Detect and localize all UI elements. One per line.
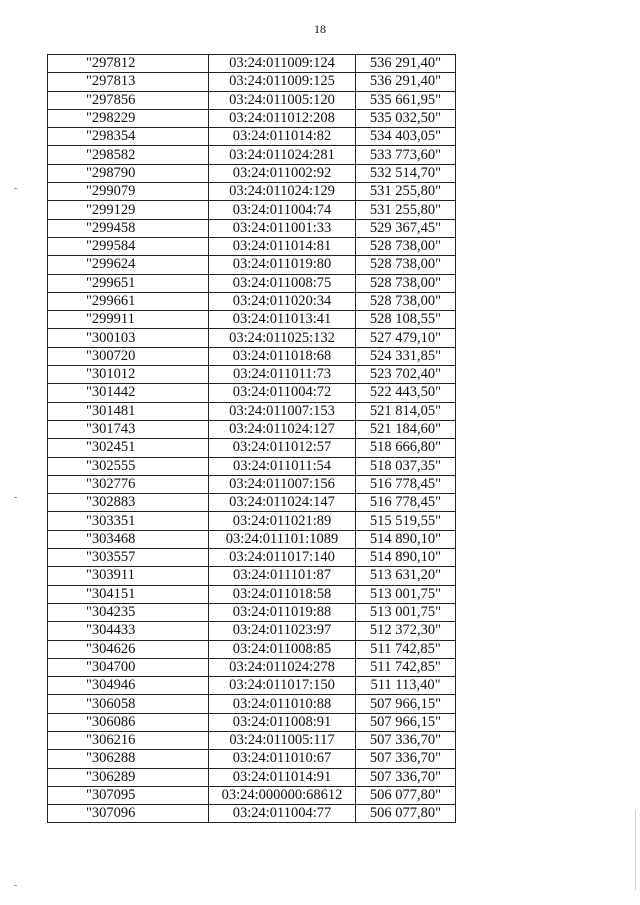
value-cell: 511 742,85": [356, 658, 456, 676]
table-row: [48, 750, 456, 768]
value-cell: 514 890,10": [356, 549, 456, 567]
table-row: [48, 329, 456, 347]
value-cell: 513 001,75": [356, 603, 456, 621]
record-number-cell: "307096: [48, 805, 209, 823]
record-number-cell: "297812: [48, 55, 209, 73]
cadastral-number-cell: 03:24:011011:73: [209, 366, 356, 384]
cadastral-number-cell: 03:24:011101:1089: [209, 530, 356, 548]
cadastral-number-cell: 03:24:011004:77: [209, 805, 356, 823]
record-number-cell: "303468: [48, 530, 209, 548]
table-row: [48, 530, 456, 548]
table-row: [48, 658, 456, 676]
record-number-cell: "297856: [48, 91, 209, 109]
record-number-cell: "301481: [48, 402, 209, 420]
cadastral-number-cell: 03:24:011001:33: [209, 219, 356, 237]
value-cell: 521 814,05": [356, 402, 456, 420]
table-row: [48, 256, 456, 274]
record-number-cell: "304235: [48, 603, 209, 621]
value-cell: 513 631,20": [356, 567, 456, 585]
record-number-cell: "304433: [48, 622, 209, 640]
table-row: [48, 457, 456, 475]
table-row: [48, 219, 456, 237]
value-cell: 507 966,15": [356, 695, 456, 713]
table-row: [48, 274, 456, 292]
record-number-cell: "303911: [48, 567, 209, 585]
value-cell: 511 742,85": [356, 640, 456, 658]
table-row: [48, 384, 456, 402]
table-row: [48, 73, 456, 91]
page-number: 18: [314, 22, 326, 36]
table-row: [48, 311, 456, 329]
record-number-cell: "300720: [48, 347, 209, 365]
table-row: [48, 109, 456, 127]
value-cell: 516 778,45": [356, 475, 456, 493]
cadastral-number-cell: 03:24:011004:72: [209, 384, 356, 402]
value-cell: 535 032,50": [356, 109, 456, 127]
cadastral-number-cell: 03:24:011101:87: [209, 567, 356, 585]
record-number-cell: "302883: [48, 494, 209, 512]
record-number-cell: "301012: [48, 366, 209, 384]
cadastral-number-cell: 03:24:011009:124: [209, 55, 356, 73]
record-number-cell: "306058: [48, 695, 209, 713]
table-row: [48, 549, 456, 567]
record-number-cell: "306289: [48, 768, 209, 786]
record-number-cell: "302555: [48, 457, 209, 475]
record-number-cell: "299584: [48, 237, 209, 255]
table-row: [48, 512, 456, 530]
table-row: [48, 677, 456, 695]
table-row: [48, 603, 456, 621]
value-cell: 516 778,45": [356, 494, 456, 512]
record-number-cell: "298582: [48, 146, 209, 164]
cadastral-number-cell: 03:24:011005:120: [209, 91, 356, 109]
value-cell: 518 666,80": [356, 439, 456, 457]
cadastral-number-cell: 03:24:011010:67: [209, 750, 356, 768]
record-number-cell: "298790: [48, 164, 209, 182]
table-row: [48, 402, 456, 420]
cadastral-number-cell: 03:24:011017:150: [209, 677, 356, 695]
value-cell: 507 336,70": [356, 750, 456, 768]
cadastral-number-cell: 03:24:011017:140: [209, 549, 356, 567]
value-cell: 513 001,75": [356, 585, 456, 603]
record-number-cell: "297813: [48, 73, 209, 91]
cadastral-number-cell: 03:24:011008:75: [209, 274, 356, 292]
cadastral-number-cell: 03:24:000000:68612: [209, 786, 356, 804]
table-row: [48, 768, 456, 786]
record-number-cell: "306086: [48, 713, 209, 731]
value-cell: 528 738,00": [356, 292, 456, 310]
cadastral-number-cell: 03:24:011008:91: [209, 713, 356, 731]
record-number-cell: "299458: [48, 219, 209, 237]
value-cell: 518 037,35": [356, 457, 456, 475]
table-row: [48, 183, 456, 201]
table-row: [48, 640, 456, 658]
cadastral-number-cell: 03:24:011014:81: [209, 237, 356, 255]
scan-margin-mark: [14, 188, 17, 189]
table-row: [48, 567, 456, 585]
table-row: [48, 622, 456, 640]
cadastral-number-cell: 03:24:011024:281: [209, 146, 356, 164]
scan-margin-mark: [14, 497, 17, 498]
table-row: [48, 366, 456, 384]
cadastral-number-cell: 03:24:011005:117: [209, 731, 356, 749]
value-cell: 507 966,15": [356, 713, 456, 731]
table-row: [48, 201, 456, 219]
table-row: [48, 146, 456, 164]
value-cell: 531 255,80": [356, 183, 456, 201]
record-number-cell: "302776: [48, 475, 209, 493]
table-row: [48, 695, 456, 713]
cadastral-number-cell: 03:24:011025:132: [209, 329, 356, 347]
record-number-cell: "306216: [48, 731, 209, 749]
cadastral-number-cell: 03:24:011020:34: [209, 292, 356, 310]
cadastral-number-cell: 03:24:011011:54: [209, 457, 356, 475]
cadastral-number-cell: 03:24:011007:153: [209, 402, 356, 420]
record-number-cell: "304700: [48, 658, 209, 676]
value-cell: 532 514,70": [356, 164, 456, 182]
cadastral-number-cell: 03:24:011019:88: [209, 603, 356, 621]
value-cell: 512 372,30": [356, 622, 456, 640]
cadastral-number-cell: 03:24:011014:91: [209, 768, 356, 786]
record-number-cell: "299651: [48, 274, 209, 292]
cadastral-number-cell: 03:24:011018:68: [209, 347, 356, 365]
value-cell: 528 108,55": [356, 311, 456, 329]
cadastral-number-cell: 03:24:011024:129: [209, 183, 356, 201]
value-cell: 531 255,80": [356, 201, 456, 219]
record-number-cell: "299129: [48, 201, 209, 219]
records-table: [47, 54, 456, 823]
record-number-cell: "299911: [48, 311, 209, 329]
scan-edge-line: [635, 810, 636, 890]
cadastral-number-cell: 03:24:011012:208: [209, 109, 356, 127]
value-cell: 521 184,60": [356, 420, 456, 438]
value-cell: 523 702,40": [356, 366, 456, 384]
cadastral-number-cell: 03:24:011009:125: [209, 73, 356, 91]
table-row: [48, 494, 456, 512]
record-number-cell: "302451: [48, 439, 209, 457]
table-row: [48, 713, 456, 731]
record-number-cell: "307095: [48, 786, 209, 804]
value-cell: 534 403,05": [356, 128, 456, 146]
table-row: [48, 164, 456, 182]
record-number-cell: "304946: [48, 677, 209, 695]
record-number-cell: "301442: [48, 384, 209, 402]
value-cell: 506 077,80": [356, 786, 456, 804]
table-row: [48, 128, 456, 146]
cadastral-number-cell: 03:24:011018:58: [209, 585, 356, 603]
record-number-cell: "298229: [48, 109, 209, 127]
table-row: [48, 786, 456, 804]
record-number-cell: "299624: [48, 256, 209, 274]
value-cell: 527 479,10": [356, 329, 456, 347]
table-row: [48, 475, 456, 493]
record-number-cell: "299079: [48, 183, 209, 201]
cadastral-number-cell: 03:24:011012:57: [209, 439, 356, 457]
record-number-cell: "303557: [48, 549, 209, 567]
value-cell: 506 077,80": [356, 805, 456, 823]
value-cell: 536 291,40": [356, 55, 456, 73]
cadastral-number-cell: 03:24:011013:41: [209, 311, 356, 329]
table-row: [48, 439, 456, 457]
cadastral-number-cell: 03:24:011010:88: [209, 695, 356, 713]
scan-margin-mark: [14, 885, 17, 886]
cadastral-number-cell: 03:24:011021:89: [209, 512, 356, 530]
value-cell: 524 331,85": [356, 347, 456, 365]
cadastral-number-cell: 03:24:011014:82: [209, 128, 356, 146]
value-cell: 507 336,70": [356, 731, 456, 749]
record-number-cell: "299661: [48, 292, 209, 310]
cadastral-number-cell: 03:24:011024:278: [209, 658, 356, 676]
value-cell: 533 773,60": [356, 146, 456, 164]
value-cell: 535 661,95": [356, 91, 456, 109]
records-table-body: [48, 55, 456, 823]
record-number-cell: "301743: [48, 420, 209, 438]
cadastral-number-cell: 03:24:011024:127: [209, 420, 356, 438]
cadastral-number-cell: 03:24:011019:80: [209, 256, 356, 274]
value-cell: 511 113,40": [356, 677, 456, 695]
value-cell: 528 738,00": [356, 256, 456, 274]
cadastral-number-cell: 03:24:011007:156: [209, 475, 356, 493]
cadastral-number-cell: 03:24:011023:97: [209, 622, 356, 640]
table-row: [48, 347, 456, 365]
record-number-cell: "304151: [48, 585, 209, 603]
record-number-cell: "306288: [48, 750, 209, 768]
value-cell: 536 291,40": [356, 73, 456, 91]
table-row: [48, 420, 456, 438]
value-cell: 515 519,55": [356, 512, 456, 530]
cadastral-number-cell: 03:24:011024:147: [209, 494, 356, 512]
table-row: [48, 805, 456, 823]
value-cell: 528 738,00": [356, 237, 456, 255]
record-number-cell: "298354: [48, 128, 209, 146]
value-cell: 522 443,50": [356, 384, 456, 402]
cadastral-number-cell: 03:24:011008:85: [209, 640, 356, 658]
table-row: [48, 731, 456, 749]
table-row: [48, 292, 456, 310]
table-row: [48, 237, 456, 255]
cadastral-number-cell: 03:24:011002:92: [209, 164, 356, 182]
value-cell: 529 367,45": [356, 219, 456, 237]
table-row: [48, 91, 456, 109]
value-cell: 514 890,10": [356, 530, 456, 548]
table-row: [48, 585, 456, 603]
value-cell: 528 738,00": [356, 274, 456, 292]
record-number-cell: "304626: [48, 640, 209, 658]
value-cell: 507 336,70": [356, 768, 456, 786]
table-row: [48, 55, 456, 73]
cadastral-number-cell: 03:24:011004:74: [209, 201, 356, 219]
record-number-cell: "300103: [48, 329, 209, 347]
record-number-cell: "303351: [48, 512, 209, 530]
